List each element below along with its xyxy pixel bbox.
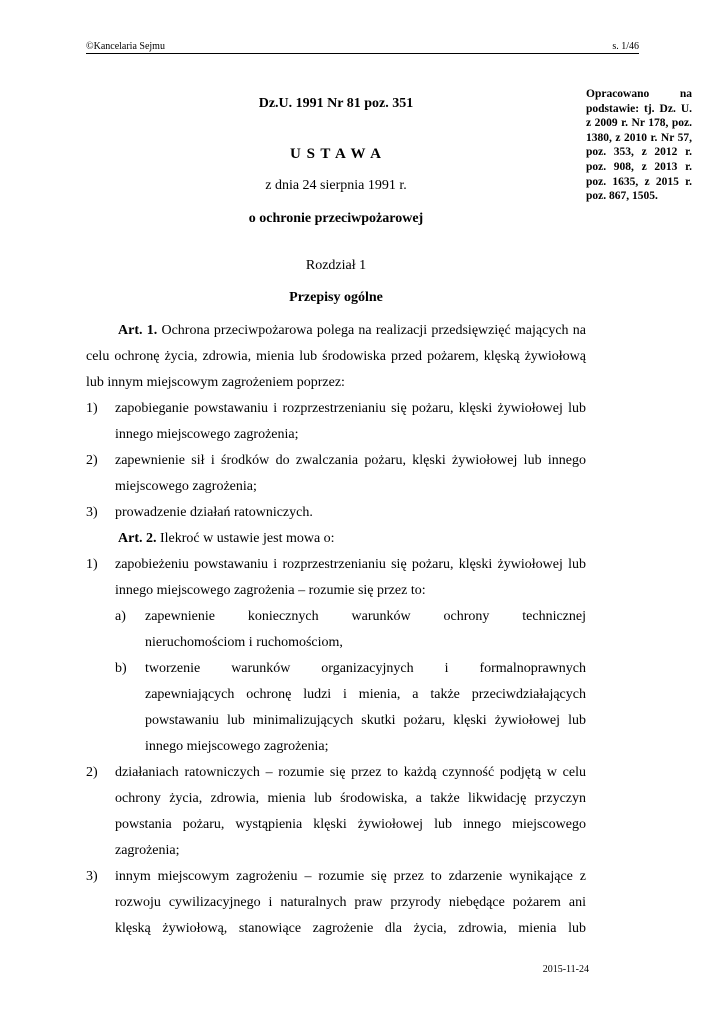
art2-label: Art. 2. [118,531,157,546]
sub-item: b) tworzenie warunków organizacyjnych i formalnoprawnych zapewniających ochronę ludzi i mienia, a także przeciwdziałających powstawaniu lub minimalizujących skutki pożaru, klęski żywiołowej lub innego miejscowego zagrożenia; [115,661,586,754]
page-number: s. 1/46 [612,41,639,52]
list-item: 2) działaniach ratowniczych – rozumie się przez to każdą czynność podjętą w celu ochrony życia, zdrowia, mienia lub środowiska, a także likwidację przyczyn powstania pożaru, wystąpienia klęski żywiołowej lub innego miejscowego zagrożenia; [86,765,586,858]
publisher-label: ©Kancelaria Sejmu [86,41,165,52]
art1-intro: Art. 1. Ochrona przeciwpożarowa polega na realizacji przedsięwzięć mających na celu ochronę życia, zdrowia, mienia lub środowiska przed pożarem, klęską żywiołową lub innym miejscowym zagrożeniem poprzez: [86,323,586,390]
list-item: 1) zapobieganie powstawaniu i rozprzestrzenianiu się pożaru, klęski żywiołowej lub innego miejscowego zagrożenia; [86,401,586,442]
act-heading: U S T A W A [289,146,383,162]
source-note: Opracowano na podstawie: tj. Dz. U. z 2009 r. Nr 178, poz. 1380, z 2010 r. Nr 57, poz. 353, z 2012 r. poz. 908, z 2013 r. poz. 1635, z 2015 r. poz. 867, 1505. [586,88,692,203]
act-subject: o ochronie przeciwpożarowej [248,211,424,226]
sub-item: a) zapewnienie koniecznych warunków ochrony technicznej nieruchomościom i ruchomościom, [115,609,586,650]
act-date: z dnia 24 sierpnia 1991 r. [265,178,407,193]
list-item: 3) innym miejscowym zagrożeniu – rozumie się przez to zdarzenie wynikające z rozwoju cywilizacyjnego i naturalnych praw przyrody niebędące pożarem ani klęską żywiołową, stanowiące zagrożenie dla życia, zdrowia, mienia lub [86,869,586,936]
chapter-name: Przepisy ogólne [289,290,383,305]
page-footer-date: 2015-11-24 [542,964,589,975]
art1-label: Art. 1. [118,323,158,338]
list-item: 2) zapewnienie sił i środków do zwalczania pożaru, klęski żywiołowej lub innego miejscowego zagrożenia; [86,453,586,494]
chapter-number: Rozdział 1 [305,258,367,273]
page-header [86,41,639,54]
list-item: 1) zapobieżeniu powstawaniu i rozprzestrzenianiu się pożaru, klęski żywiołowej lub innego miejscowego zagrożenia – rozumie się przez to: [86,557,586,598]
document-body [86,318,586,942]
citation: Dz.U. 1991 Nr 81 poz. 351 [258,96,414,111]
art2-intro: Art. 2. Ilekroć w ustawie jest mowa o: [118,531,335,546]
list-item: 3) prowadzenie działań ratowniczych. [86,505,313,520]
